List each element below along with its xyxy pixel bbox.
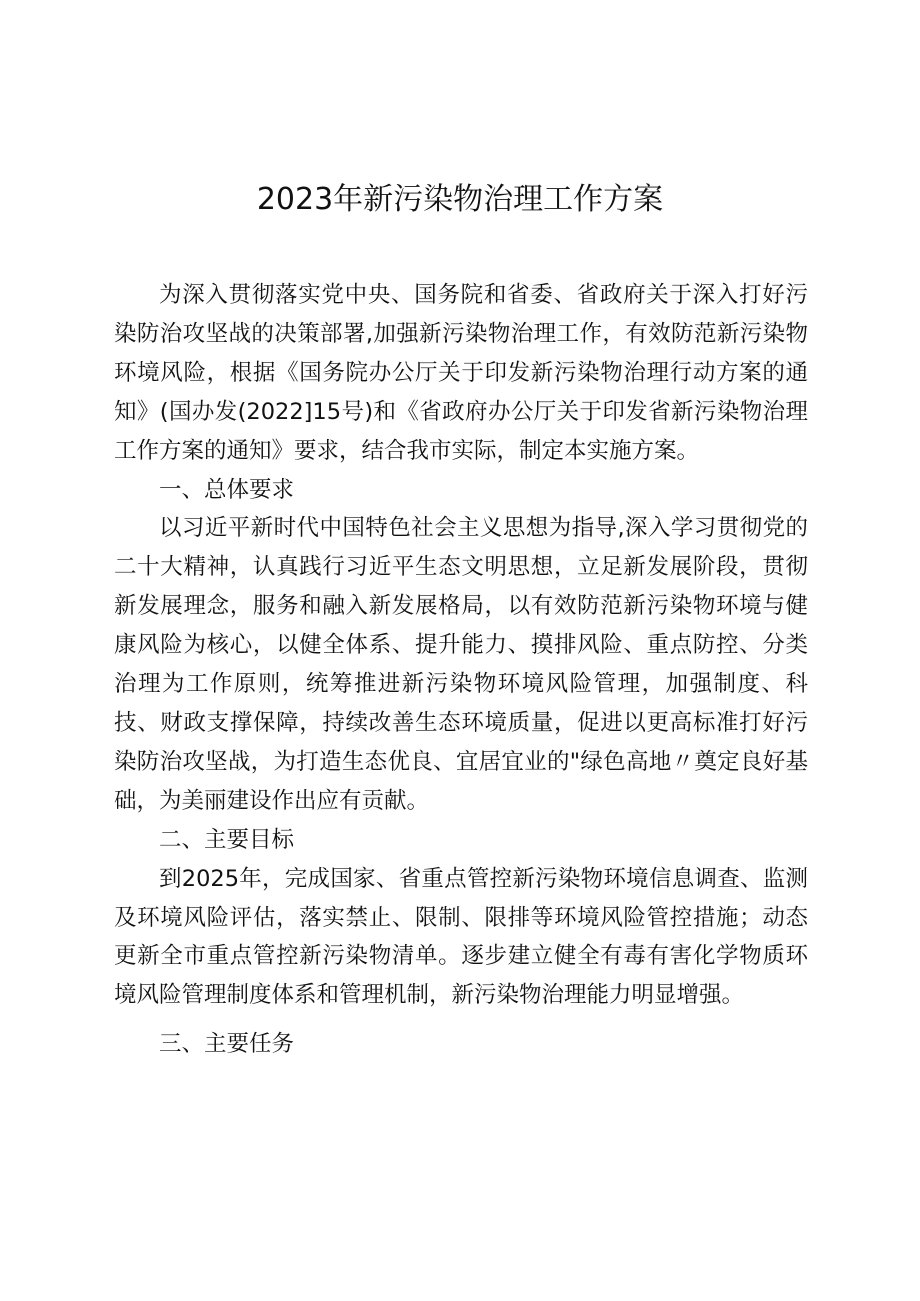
document-body xyxy=(114,276,808,1064)
general-requirements-paragraph: 以习近平新时代中国特色社会主义思想为指导,深入学习贯彻党的二十大精神，认真践行习近平生态文明思想，立足新发展阶段，贯彻新发展理念，服务和融入新发展格局，以有效防范新污染物环境与健康风险为核心，以健全体系、提升能力、摸排风险、重点防控、分类治理为工作原则，统筹推进新污染物环境风险管理，加强制度、科技、财政支撑保障，持续改善生态环境质量，促进以更高标准打好污染防治攻坚战，为打造生态优良、宜居宜业的"绿色高地〃奠定良好基础，为美丽建设作出应有贡献。 xyxy=(114,515,808,814)
main-goals-paragraph: 到2025年，完成国家、省重点管控新污染物环境信息调查、监测及环境风险评估，落实禁止、限制、限排等环境风险管控措施；动态更新全市重点管控新污染物清单。逐步建立健全有毒有害化学物质环境风险管理制度体系和管理机制，新污染物治理能力明显增强。 xyxy=(114,865,808,1009)
document-title: 2023年新污染物治理工作方案 xyxy=(256,182,664,217)
section-heading-general-requirements: 一、总体要求 xyxy=(159,476,295,503)
intro-paragraph: 为深入贯彻落实党中央、国务院和省委、省政府关于深入打好污染防治攻坚战的决策部署,加强新污染物治理工作，有效防范新污染物环境风险，根据《国务院办公厅关于印发新污染物治理行动方案的通知》(国办发(2022]15号)和《省政府办公厅关于印发省新污染物治理工作方案的通知》要求，结合我市实际，制定本实施方案。 xyxy=(114,282,808,464)
section-heading-main-goals: 二、主要目标 xyxy=(159,826,295,853)
section-heading-main-tasks: 三、主要任务 xyxy=(159,1031,295,1058)
